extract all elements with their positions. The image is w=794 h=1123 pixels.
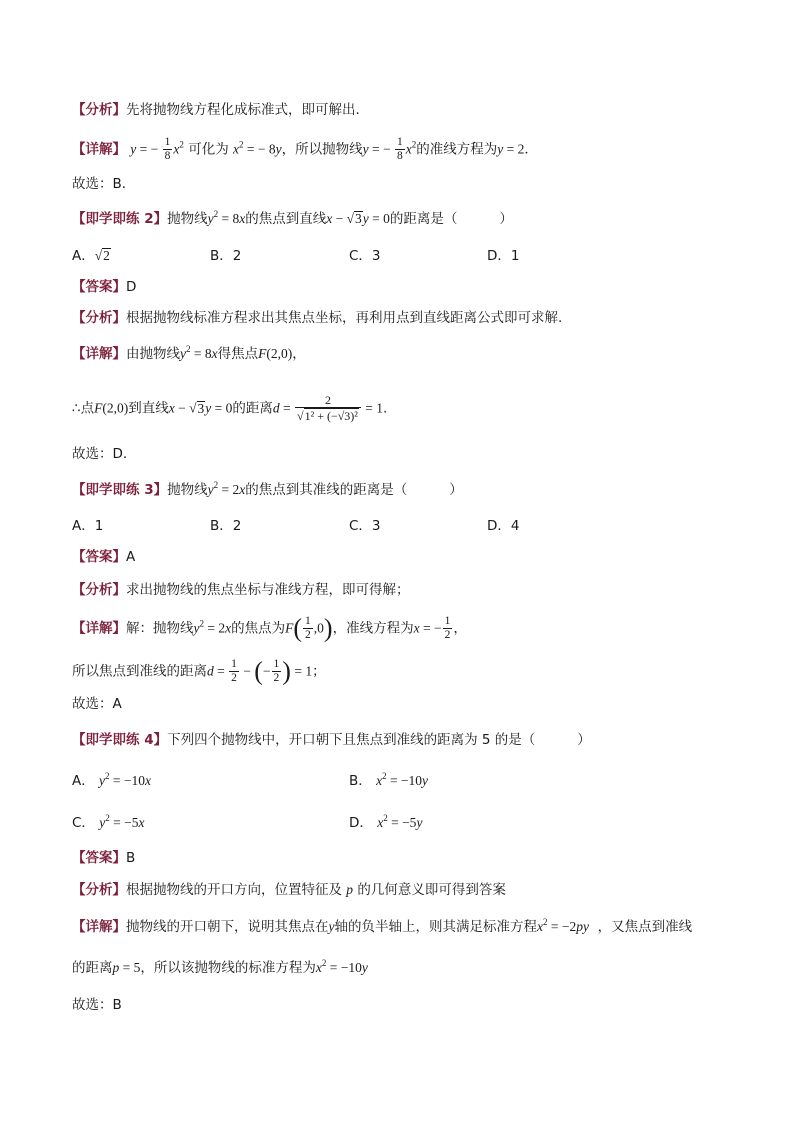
answer-line-4 (72, 848, 135, 868)
detail-text: 可化为 (188, 141, 229, 158)
detail-text: ，准线方程为 (332, 620, 414, 637)
option-c: C．3 (349, 248, 381, 264)
option-label: C． (72, 815, 95, 831)
option-c: C．3 (349, 518, 381, 534)
detail-text: ，所以该抛物线的标准方程为 (140, 960, 316, 976)
detail-text: 到直线 (128, 400, 169, 417)
label-analysis: 【分析】 (72, 310, 126, 326)
stem-text: 下列四个抛物线中，开口朝下且焦点到准线的距离为 5 的是（ (167, 732, 536, 748)
fraction: $\frac{1}{8}$ (164, 136, 171, 162)
choice-line-3: 故选：A (72, 696, 122, 712)
option-label: A． (72, 773, 95, 789)
label-answer: 【答案】 (72, 549, 126, 565)
detail-text: ， (292, 346, 306, 362)
label-practice-2: 【即学即练 2】 (72, 211, 168, 227)
stem-text: ） (449, 482, 463, 498)
label-practice-3: 【即学即练 3】 (72, 482, 168, 498)
detail-text: 轴的负半轴上，则其满足标准方程 (334, 919, 537, 935)
option-label: B． (349, 773, 372, 789)
choice-line-4: 故选：B (72, 997, 122, 1013)
option-b: B．2 (210, 518, 242, 534)
question-3-stem: 【即学即练 3】抛物线$y^2 = 2x$的焦点到其准线的距离是（ ） (72, 480, 463, 498)
label-detail: 【详解】 (72, 346, 126, 362)
detail-text: 解：抛物线 (126, 620, 194, 637)
option-c: C． $y^2 = -5x$ (72, 813, 145, 831)
detail-line-2b: ∴点F(2,0)到直线x − √3y = 0的距离d = $\frac{2}{\text{√1² + (−√3)²}}$ = 1. (72, 393, 388, 423)
detail-text: ，所以抛物线 (281, 141, 363, 158)
choice-line-2: 故选：D. (72, 446, 128, 462)
detail-line-4: 【详解】抛物线的开口朝下，说明其焦点在y轴的负半轴上，则其满足标准方程$x^2 = -2py$ ，又焦点到准线 (72, 917, 693, 935)
option-label: D． (349, 815, 373, 831)
option-a: A． $y^2 = -10x$ (72, 771, 152, 789)
stem-text: 抛物线 (167, 211, 208, 227)
choice-line-1: 故选：B． (72, 176, 136, 192)
option-d: D． $x^2 = -5y$ (349, 813, 423, 831)
analysis-text: 根据抛物线标准方程求出其焦点坐标，再利用点到直线距离公式即可求解. (126, 310, 563, 326)
stem-text: ） (499, 211, 513, 227)
analysis-text: 先将抛物线方程化成标准式，即可解出． (126, 102, 369, 118)
detail-text: 的距离 (232, 400, 273, 417)
stem-text: 抛物线 (167, 482, 208, 498)
detail-text: 由抛物线 (126, 346, 180, 362)
stem-text: 的距离是（ (389, 211, 458, 227)
fraction: $\frac{1}{2}$ (273, 658, 280, 684)
detail-line-1: 【详解】 y = − $\frac{1}{8}$ $x^2$ 可化为 $x^2$ = − 8y，所以抛物线y = − $\frac{1}{8}$ $x^2$的准线方程为y = 2． (72, 136, 538, 162)
formula: y (130, 141, 137, 157)
stem-text: 的焦点到其准线的距离是（ (245, 482, 408, 498)
detail-end: ． (524, 141, 538, 158)
analysis-text: 求出抛物线的焦点坐标与准线方程，即可得解； (126, 582, 410, 598)
detail-text: 抛物线的开口朝下，说明其焦点在 (126, 919, 329, 935)
option-d: D．1 (487, 248, 520, 264)
detail-line-3b: 所以焦点到准线的距离d = $\frac{1}{2}$ − (− $\frac{1}{2}$ ) = 1； (72, 656, 326, 686)
analysis-line-2 (72, 308, 562, 328)
detail-line-4b: 的距离p = 5，所以该抛物线的标准方程为$x^2 = -10y$ (72, 958, 368, 976)
detail-text: ∴点 (72, 400, 95, 417)
option-label: A． (72, 248, 95, 264)
detail-line-3: 【详解】解：抛物线$y^2 = 2x$的焦点为F( $\frac{1}{2}$ ,0)，准线方程为x = − $\frac{1}{2}$ ， (72, 613, 467, 643)
detail-end: ； (312, 663, 326, 680)
fraction: $\frac{1}{8}$ (396, 136, 403, 162)
analysis-line-3 (72, 580, 410, 600)
analysis-line-1 (72, 100, 369, 120)
fraction: $\frac{1}{2}$ (305, 615, 311, 641)
answer-line-2 (72, 277, 136, 297)
fraction: $\frac{1}{2}$ (231, 658, 237, 684)
detail-text: 得焦点 (217, 346, 259, 362)
analysis-line-4: 【分析】根据抛物线的开口方向，位置特征及 p 的几何意义即可得到答案 (72, 882, 506, 898)
detail-end: ， (453, 620, 467, 637)
answer-value: A (126, 549, 136, 565)
fraction: $\frac{1}{2}$ (444, 615, 451, 641)
detail-line-2: 【详解】由抛物线$y^2 = 8x$得焦点F(2,0)， (72, 344, 306, 362)
formula: x (233, 141, 239, 157)
detail-text: 所以焦点到准线的距离 (72, 663, 207, 680)
detail-end: . (383, 400, 388, 417)
label-detail: 【详解】 (72, 141, 126, 158)
label-answer: 【答案】 (72, 279, 126, 295)
answer-value: B (126, 850, 136, 866)
detail-text: 的距离 (72, 960, 113, 976)
label-answer: 【答案】 (72, 850, 126, 866)
detail-text: ，又焦点到准线 (597, 919, 693, 935)
question-4-stem (72, 730, 591, 750)
stem-text: 的焦点到直线 (245, 211, 327, 227)
question-2-stem: 【即学即练 2】抛物线$y^2 = 8x$的焦点到直线x − √3y = 0的距离是（ ） (72, 209, 513, 227)
answer-line-3 (72, 547, 135, 567)
option-b: B． $x^2 = -10y$ (349, 771, 429, 789)
detail-text: 的准线方程为 (416, 141, 498, 158)
label-analysis: 【分析】 (72, 102, 126, 118)
distance-fraction: $\frac{2}{\text{√1² + (−√3)²}}$ (295, 394, 361, 423)
option-b: B．2 (210, 248, 242, 264)
analysis-text: 根据抛物线的开口方向，位置特征及 (126, 882, 342, 898)
analysis-text: 的几何意义即可得到答案 (357, 882, 506, 898)
option-d: D．4 (487, 518, 520, 534)
option-a: A．√2 (72, 248, 110, 264)
answer-value: D (126, 279, 137, 295)
detail-text: 的焦点为 (231, 620, 286, 637)
label-detail: 【详解】 (72, 919, 126, 935)
label-practice-4: 【即学即练 4】 (72, 732, 168, 748)
option-a: A．1 (72, 518, 104, 534)
label-analysis: 【分析】 (72, 582, 126, 598)
label-analysis: 【分析】 (72, 882, 126, 898)
stem-text: ） (577, 732, 591, 748)
label-detail: 【详解】 (72, 620, 126, 637)
